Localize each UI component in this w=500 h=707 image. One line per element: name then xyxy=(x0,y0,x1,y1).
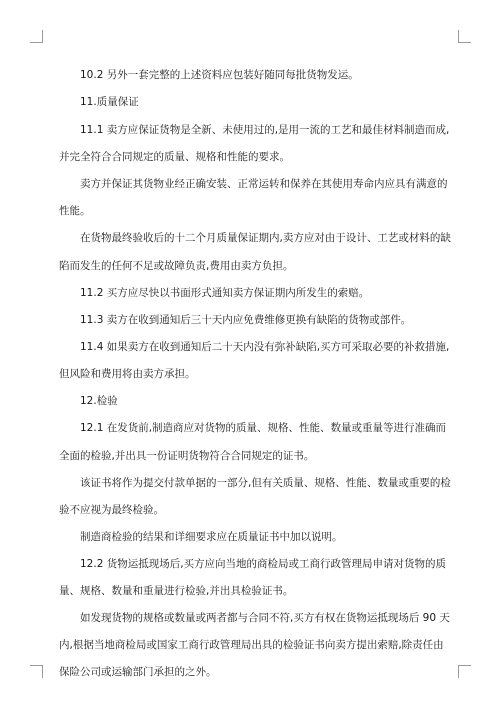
text-line: 10.2 另外一套完整的上述资料应包装好随同每批货物发运。 xyxy=(80,69,359,81)
text-line: 但风险和费用将由卖方承担。 xyxy=(59,368,196,380)
text-line: 11.1 卖方应保证货物是全新、未使用过的,是用一流的工艺和最佳材料制造而成, xyxy=(80,124,450,136)
text-line: 验不应视为最终检验。 xyxy=(59,504,164,516)
crop-mark-top-left xyxy=(30,30,43,43)
crop-mark-bottom-left xyxy=(30,665,43,678)
text-line: 内,根据当地商检局或国家工商行政管理局出具的检验证书向卖方提出索赔,除责任由 xyxy=(59,639,444,651)
text-line: 在货物最终验收后的十二个月质量保证期内,卖方应对由于设计、工艺或材料的缺 xyxy=(80,232,451,244)
section-heading: 11.质量保证 xyxy=(80,96,139,108)
text-line: 制造商检验的结果和详细要求应在质量证书中加以说明。 xyxy=(80,531,343,543)
text-line: 并完全符合合同规定的质量、规格和性能的要求。 xyxy=(59,151,290,163)
text-line: 陷而发生的任何不足或故障负责,费用由卖方负担。 xyxy=(59,260,294,272)
text-line: 该证书将作为提交付款单据的一部分,但有关质量、规格、性能、数量或重要的检 xyxy=(80,477,451,489)
text-line: 全面的检验,并出具一份证明货物符合合同规定的证书。 xyxy=(59,450,315,462)
text-line: 11.2 买方应尽快以书面形式通知卖方保证期内所发生的索赔。 xyxy=(80,287,370,299)
text-line: 性能。 xyxy=(59,205,91,217)
text-line: 量、规格、数量和重量进行检验,并出具检验证书。 xyxy=(59,585,294,597)
section-heading: 12.检验 xyxy=(80,395,118,407)
text-line: 卖方并保证其货物业经正确安装、正常运转和保养在其使用寿命内应具有满意的 xyxy=(80,178,448,190)
text-line: 如发现货物的规格或数量或两者都与合同不符,买方有权在货物运抵现场后 90 天 xyxy=(80,612,450,624)
crop-mark-bottom-right xyxy=(458,665,471,678)
crop-mark-top-right xyxy=(458,30,471,43)
text-line: 12.1 在发货前,制造商应对货物的质量、规格、性能、数量或重量等进行准确而 xyxy=(80,422,447,434)
text-line: 保险公司或运输部门承担的之外。 xyxy=(59,666,217,678)
text-line: 11.3 卖方在收到通知后三十天内应免费维修更换有缺陷的货物或部件。 xyxy=(80,314,412,326)
text-line: 12.2 货物运抵现场后,买方应向当地的商检局或工商行政管理局申请对货物的质 xyxy=(80,558,447,570)
text-line: 11.4 如果卖方在收到通知后二十天内没有弥补缺陷,买方可采取必要的补救措施, xyxy=(80,341,450,353)
